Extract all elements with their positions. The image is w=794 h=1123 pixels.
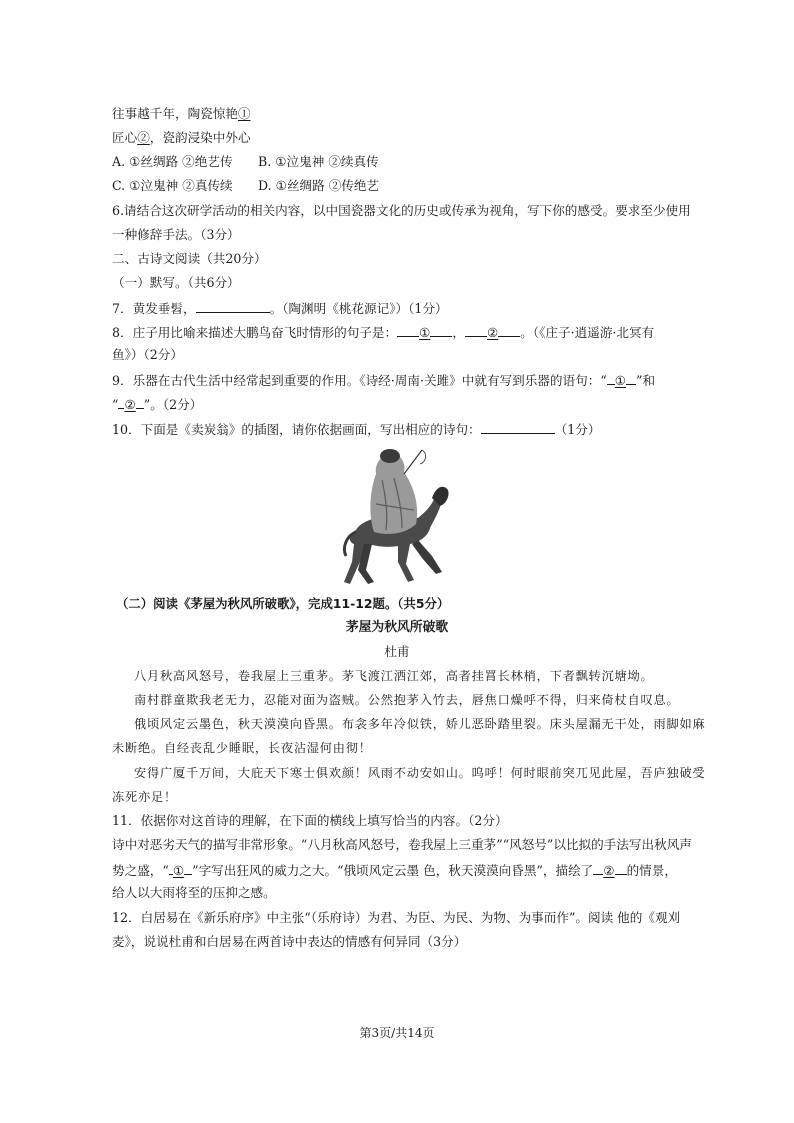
- q8-line1: 8．庄子用比喻来描述大鹏鸟奋飞时情形的句子是： ① ， ② 。（《庄子·逍遥游·北冥有: [112, 325, 655, 340]
- blank-2: ②: [137, 130, 150, 145]
- option-c: C. ①泣鬼神 ②真传续: [112, 178, 233, 193]
- charcoal-seller-illustration: [336, 444, 454, 586]
- q5-options-row1: [112, 154, 379, 170]
- poem-paragraph-1: 八月秋高风怒号，卷我屋上三重茅。茅飞渡江洒江郊，高者挂罥长林梢，下者飘转沉塘坳。: [134, 669, 654, 683]
- option-b: B. ①泣鬼神 ②续真传: [258, 154, 379, 169]
- blank-1: ①: [237, 106, 251, 121]
- poem-paragraph-4-cont: 冻死亦足！: [112, 790, 177, 804]
- q12-line2: 麦》，说说杜甫和白居易在两首诗中表达的情感有何异同（3分）: [112, 934, 467, 949]
- poem-paragraph-3: 俄顷风定云墨色，秋天漠漠向昏黑。布衾多年冷似铁，娇儿恶卧踏里裂。床头屋漏无干处，雨脚如麻: [134, 717, 706, 731]
- q11-line2: 诗中对恶劣天气的描写非常形象。“八月秋高风怒号，卷我屋上三重茅”“风怒号”以比拟的手法写出秋风声: [112, 837, 692, 852]
- q5-line2: 匠心②，瓷韵浸染中外心: [112, 130, 251, 145]
- q5-line1: 往事越千年，陶瓷惊艳①: [112, 106, 251, 121]
- q11-line3: 势之盛，“ ① ”字写出狂风的威力之大。“俄顷风定云墨 色，秋天漠漠向昏黑”，描绘了 ② 的情景，: [112, 863, 677, 878]
- answer-blank: [481, 420, 555, 434]
- poem-title: 茅屋为秋风所破歌: [345, 620, 449, 635]
- q12-line1: 12．白居易在《新乐府序》中主张“（乐府诗）为君、为臣、为民、为物、为事而作”。阅读 他的《观刈: [112, 910, 681, 925]
- q11-line1: 11．依据你对这首诗的理解，在下面的横线上填写恰当的内容。（2分）: [112, 813, 508, 828]
- q6-line1: 6.请结合这次研学活动的相关内容，以中国瓷器文化的历史或传承为视角，写下你的感受。要求至少使用: [112, 203, 691, 218]
- option-d: D. ①丝绸路 ②传绝艺: [258, 178, 380, 193]
- q10: 10．下面是《卖炭翁》的插图，请你依据画面，写出相应的诗句： （1分）: [112, 422, 601, 437]
- q7: 7．黄发垂髫， 。（陶渊明《桃花源记》）（1分）: [112, 301, 448, 316]
- section2-sub1: （一）默写。（共6分）: [112, 275, 240, 290]
- q8-line2: 鱼》）（2分）: [112, 347, 183, 362]
- section2-sub2-heading: （二）阅读《茅屋为秋风所破歌》，完成11-12题。（共5分）: [116, 596, 450, 611]
- q6-line2: 一种修辞手法。（3分）: [112, 227, 240, 242]
- poem-paragraph-3-cont: 未断绝。自经丧乱少睡眠，长夜沾湿何由彻！: [112, 741, 372, 755]
- page-number-footer: 第3页/共14页: [359, 1026, 435, 1040]
- q11-line4: 给人以大雨将至的压抑之感。: [112, 885, 276, 900]
- poem-paragraph-2: 南村群童欺我老无力，忍能对面为盗贼。公然抱茅入竹去，唇焦口燥呼不得，归来倚杖自叹息。: [134, 693, 680, 707]
- q5-options-row2: [112, 178, 379, 194]
- poem-author: 杜甫: [384, 644, 410, 659]
- section2-title: 二、古诗文阅读（共20分）: [112, 251, 267, 266]
- q9-line2: “ ② ”。（2分）: [112, 397, 203, 412]
- poem-paragraph-4: 安得广厦千万间，大庇天下寒士俱欢颜！风雨不动安如山。呜呼！何时眼前突兀见此屋，吾庐独破受: [134, 766, 706, 780]
- q9-line1: 9．乐器在古代生活中经常起到重要的作用。《诗经·周南·关雎》中就有写到乐器的语句：“ ① ”和: [112, 373, 656, 388]
- option-a: A. ①丝绸路 ②绝艺传: [112, 154, 233, 169]
- answer-blank: [196, 299, 270, 313]
